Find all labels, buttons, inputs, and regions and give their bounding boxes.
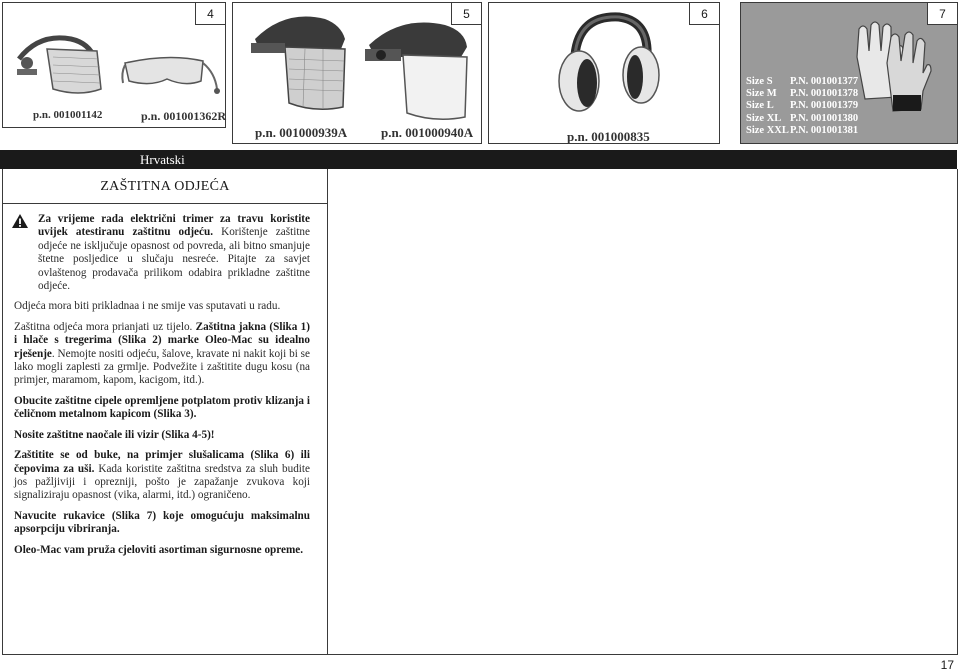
glove-size-list	[746, 76, 858, 137]
gloves-image	[849, 17, 933, 113]
clear-visor-image	[361, 13, 475, 123]
figure-panel-4	[2, 2, 226, 128]
text-regular: Kada koristite zaštitna sredstva za sluh budite jos pažljiviji i oprezniji, pošto je zapažanje zvukova koji signaliziraju opasnost (vika, alarmi, itd.) ograničeno.	[14, 462, 310, 502]
part-number-clear-visor: p.n. 001000940A	[381, 125, 474, 140]
ear-muffs-image	[549, 11, 665, 123]
text-bold: Zaštitite se od buke, na primjer slušalicama (Slika 6) ili čepovima za uši.	[14, 449, 310, 475]
mesh-visor-image	[245, 9, 353, 113]
text-bold: Zaštitna jakna (Slika 1) i hlače s tregerima (Slika 2) marke Oleo-Mac su idealno rješenje	[14, 320, 310, 360]
text-regular: Zaštitna odjeća mora prianjati uz tijelo.	[14, 320, 196, 333]
size-part-number: P.N. 001001381	[790, 124, 859, 136]
figure-panel-5	[232, 2, 482, 144]
size-label: Size XL	[746, 112, 782, 124]
glove-size-row	[746, 88, 858, 100]
figure-number: 4	[195, 3, 225, 25]
paragraph	[14, 321, 310, 388]
forestry-helmet-visor-image	[9, 29, 109, 97]
section-title: ZAŠTITNA ODJEĆA	[2, 169, 328, 204]
paragraph: Odjeća mora biti prikladnaa i ne smije vas sputavati u radu.	[14, 300, 281, 313]
size-label: Size S	[746, 76, 773, 87]
part-number-visor: p.n. 001001142	[33, 109, 103, 121]
part-number-ear-muffs: p.n. 001000835	[567, 129, 650, 144]
figure-panel-6	[488, 2, 720, 144]
body-text	[14, 213, 310, 564]
text-regular: . Nemojte nositi odjeću, šalove, kravate ni nakit koji bi se lako mogli zaplesti za grmlje. Podvežite i zaštitite dugu kosu (na primjer, maramom, kapom, kacigom, itd.).	[14, 347, 310, 387]
language-label: Hrvatski	[140, 152, 185, 167]
part-number-glasses: p.n. 001001362R	[141, 109, 227, 123]
size-part-number: P.N. 001001378	[790, 88, 859, 100]
warning-icon	[11, 213, 29, 229]
text-regular: Korištenje zaštitne odjeće ne isključuje opasnost od povreda, ali bitno smanjuje štetne posljedice u slučaju nesreće. Pitajte za savjet ovlaštenog prodavača prilikom odabira prikladne zaštitne odjeće.	[38, 226, 310, 293]
size-label: Size XXL	[746, 124, 789, 136]
paragraph	[14, 544, 310, 557]
paragraph	[14, 429, 310, 442]
page-number: 17	[940, 658, 954, 672]
glove-size-row	[746, 113, 858, 125]
language-bar	[0, 150, 957, 169]
paragraph	[14, 449, 310, 503]
size-label: Size M	[746, 88, 777, 100]
text-bold: Oleo-Mac vam pruža cjeloviti asortiman sigurnosne opreme.	[14, 543, 304, 556]
glove-size-row	[746, 125, 858, 137]
part-number-mesh-visor: p.n. 001000939A	[255, 125, 348, 140]
text-bold: Obucite zaštitne cipele opremljene potplatom protiv klizanja i čeličnom metalnom kapicom (Slika 3).	[14, 394, 310, 421]
figure-number: 6	[689, 3, 719, 25]
size-label: Size L	[746, 100, 774, 112]
figure-number: 7	[927, 3, 957, 25]
size-part-number: P.N. 001001377	[790, 76, 859, 87]
size-part-number: P.N. 001001379	[790, 100, 859, 112]
paragraph-warning	[14, 213, 310, 293]
size-part-number: P.N. 001001380	[790, 112, 859, 124]
text-bold: Za vrijeme rada električni trimer za travu koristite uvijek atestiranu zaštitnu odjeću.	[38, 213, 310, 239]
paragraph	[14, 395, 310, 422]
text-bold: Navucite rukavice (Slika 7) koje omogućuju maksimalnu apsorpciju vibriranja.	[14, 509, 310, 536]
right-column	[328, 169, 958, 655]
glove-size-row	[746, 100, 858, 112]
text-bold: Nosite zaštitne naočale ili vizir (Slika 4-5)!	[14, 428, 215, 441]
glove-size-row	[746, 76, 858, 88]
figure-number: 5	[451, 3, 481, 25]
figure-panel-7	[740, 2, 958, 144]
safety-glasses-image	[119, 53, 223, 99]
paragraph	[14, 510, 310, 537]
